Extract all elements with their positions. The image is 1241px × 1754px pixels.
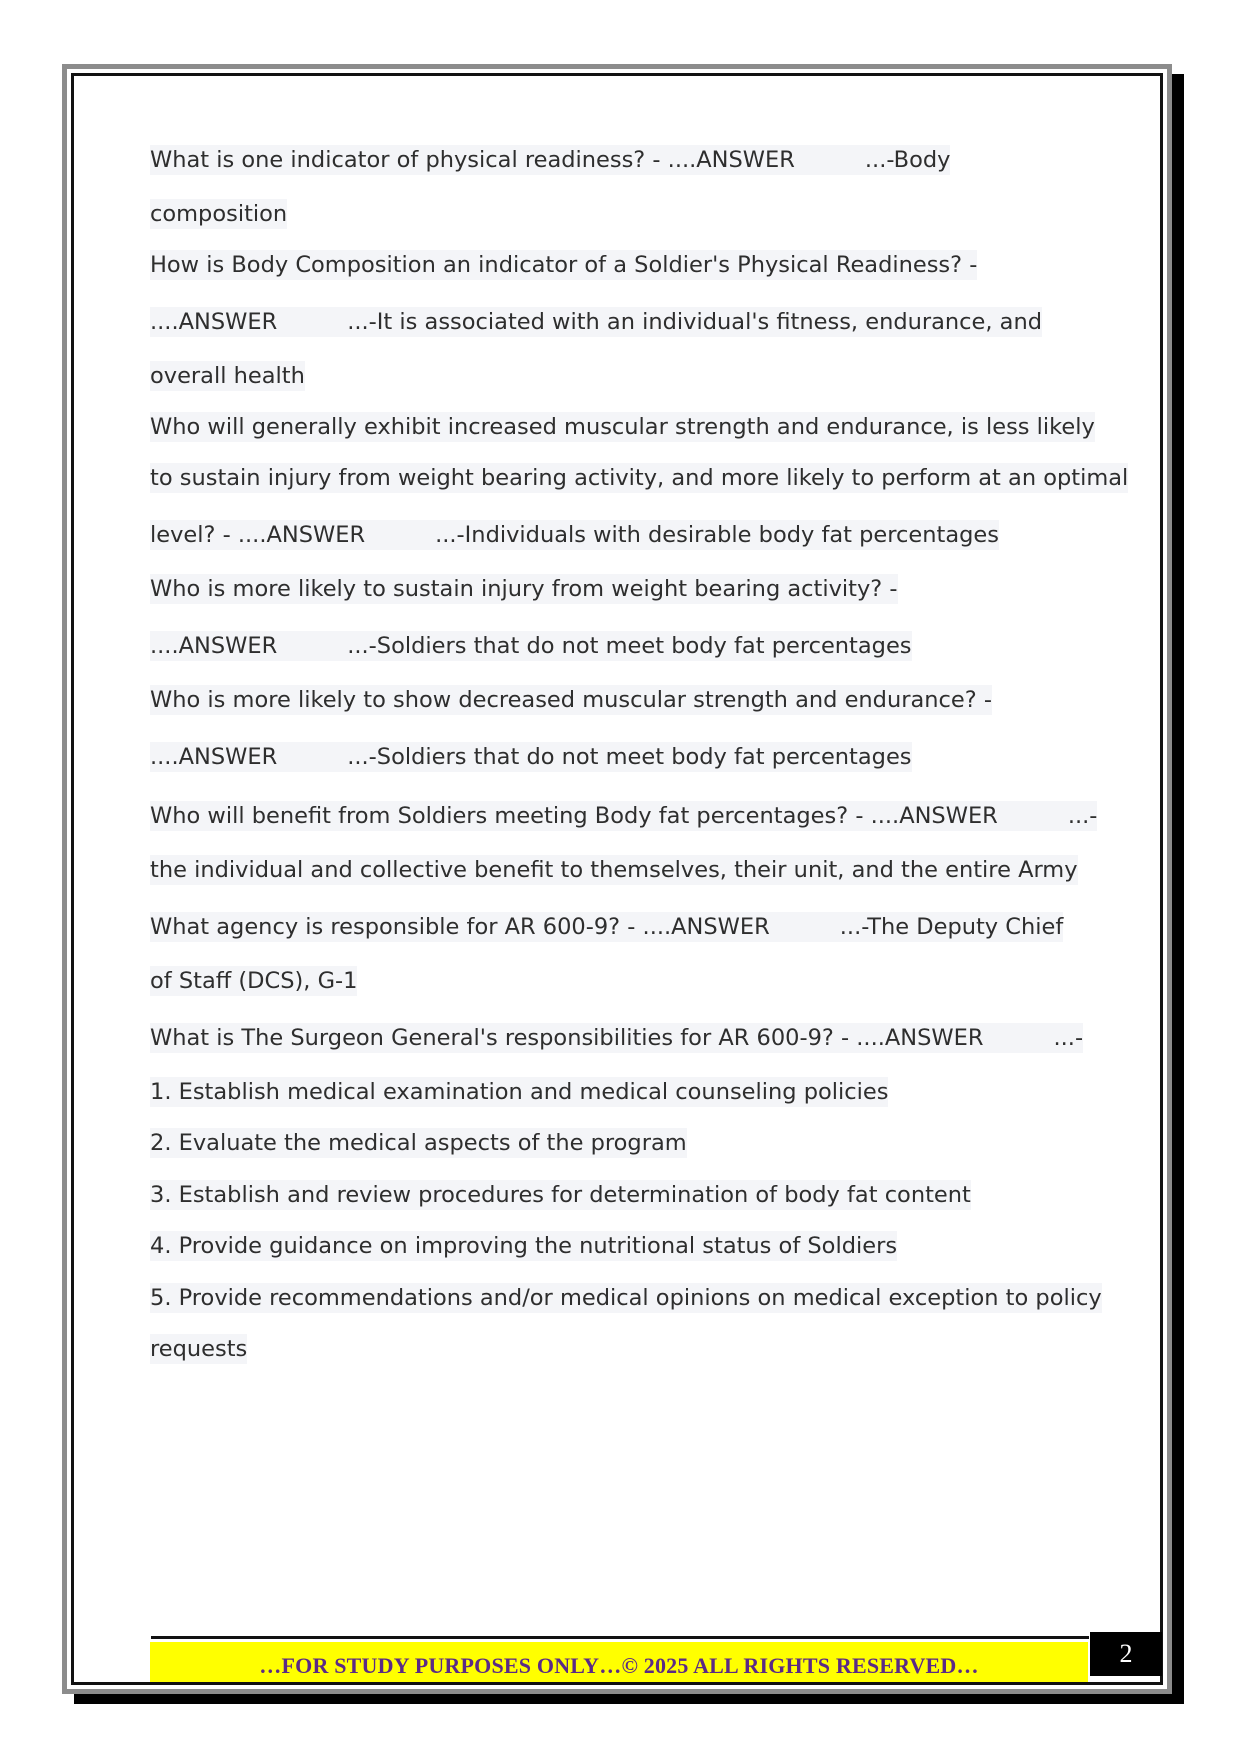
- text-line: [150, 520, 999, 550]
- line-text: ....ANSWER: [150, 633, 278, 659]
- text-line: [150, 631, 912, 661]
- text-line: [150, 465, 1128, 491]
- line-answer-text: ...-The Deputy Chief: [839, 914, 1064, 940]
- line-answer-text: ...-Soldiers that do not meet body fat percentages: [347, 633, 912, 659]
- line-answer-text: ...-Soldiers that do not meet body fat percentages: [347, 744, 912, 770]
- text-line: [150, 1285, 1102, 1311]
- line-text: 4. Provide guidance on improving the nutritional status of Soldiers: [150, 1233, 898, 1259]
- line-text: ....ANSWER: [150, 309, 278, 335]
- line-text: How is Body Composition an indicator of a Soldier's Physical Readiness? -: [150, 252, 978, 278]
- text-line: [150, 1336, 247, 1362]
- text-line: [150, 1233, 897, 1259]
- page-number: 2: [1090, 1632, 1162, 1676]
- line-text: level? - ....ANSWER: [150, 522, 366, 548]
- text-line: [150, 363, 305, 389]
- line-text: Who will generally exhibit increased muscular strength and endurance, is less likely: [150, 414, 1095, 440]
- text-line: [150, 742, 912, 772]
- line-answer-text: ...-It is associated with an individual's fitness, endurance, and: [347, 309, 1043, 335]
- answer-gap: [998, 801, 1068, 831]
- text-line: [150, 857, 1078, 883]
- line-text: Who is more likely to show decreased muscular strength and endurance? -: [150, 687, 992, 713]
- text-line: [150, 1079, 888, 1105]
- text-line: [150, 912, 1063, 942]
- text-line: [150, 576, 898, 602]
- text-line: [150, 1182, 971, 1208]
- line-answer-text: ...-Body: [864, 147, 951, 173]
- line-answer-text: ...-Individuals with desirable body fat percentages: [435, 522, 999, 548]
- text-line: [150, 1023, 1083, 1053]
- footer-notice: …FOR STUDY PURPOSES ONLY…© 2025 ALL RIGHTS RESERVED…: [259, 1653, 979, 1678]
- line-text: overall health: [150, 363, 305, 389]
- line-text: 2. Evaluate the medical aspects of the program: [150, 1130, 687, 1156]
- line-answer-text: ...-: [1053, 1025, 1084, 1051]
- answer-gap: [277, 742, 347, 772]
- text-line: [150, 414, 1095, 440]
- answer-gap: [983, 1023, 1053, 1053]
- line-text: ....ANSWER: [150, 744, 278, 770]
- line-text: Who is more likely to sustain injury from weight bearing activity? -: [150, 576, 898, 602]
- line-text: requests: [150, 1336, 248, 1362]
- line-text: to sustain injury from weight bearing activity, and more likely to perform at an optimal: [150, 465, 1129, 491]
- text-line: [150, 968, 357, 994]
- text-line: [150, 1130, 687, 1156]
- line-text: 5. Provide recommendations and/or medical opinions on medical exception to policy: [150, 1285, 1102, 1311]
- line-text: of Staff (DCS), G-1: [150, 968, 358, 994]
- answer-gap: [770, 912, 840, 942]
- answer-gap: [277, 631, 347, 661]
- text-line: [150, 801, 1097, 831]
- line-text: 3. Establish and review procedures for determination of body fat content: [150, 1182, 971, 1208]
- line-text: composition: [150, 201, 288, 227]
- text-line: [150, 252, 977, 278]
- answer-gap: [277, 307, 347, 337]
- footer-rule: [151, 1636, 1089, 1639]
- text-line: [150, 145, 950, 175]
- line-text: What is one indicator of physical readiness? - ....ANSWER: [150, 147, 795, 173]
- footer-band: [150, 1642, 1088, 1682]
- line-text: 1. Establish medical examination and medical counseling policies: [150, 1079, 889, 1105]
- line-text: What is The Surgeon General's responsibilities for AR 600-9? - ....ANSWER: [150, 1025, 984, 1051]
- line-text: What agency is responsible for AR 600-9? - ....ANSWER: [150, 914, 770, 940]
- line-answer-text: ...-: [1067, 803, 1098, 829]
- text-line: [150, 687, 992, 713]
- line-text: Who will benefit from Soldiers meeting Body fat percentages? - ....ANSWER: [150, 803, 998, 829]
- text-line: [150, 307, 1042, 337]
- text-line: [150, 201, 287, 227]
- answer-gap: [795, 145, 865, 175]
- answer-gap: [365, 520, 435, 550]
- line-text: the individual and collective benefit to themselves, their unit, and the entire Army: [150, 857, 1078, 883]
